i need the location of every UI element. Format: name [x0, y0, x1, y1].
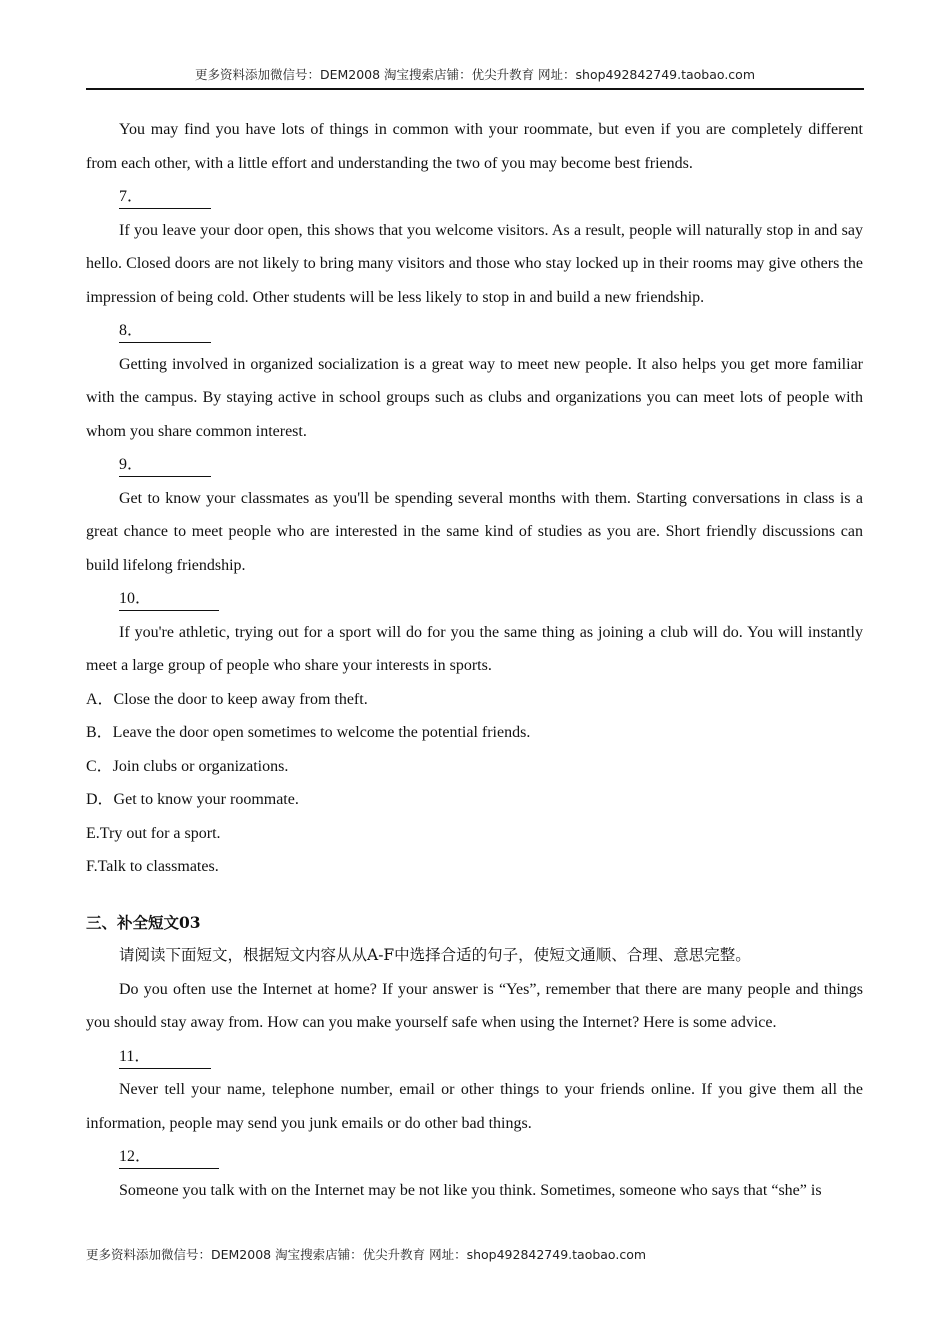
blank-8-label: 8．: [119, 320, 211, 343]
blank-12-label: 12．: [119, 1146, 219, 1169]
blank-8[interactable]: [86, 314, 863, 348]
blank-12[interactable]: [86, 1140, 863, 1174]
blank-11-label: 11．: [119, 1046, 211, 1069]
paragraph-7: If you leave your door open, this shows that you welcome visitors. As a result, people will naturally stop in and say hello. Closed doors are not likely to bring many visitors and those who stay locked up in their rooms may give others the impression of being cold. Other students will be less likely to stop in and build a new friendship.: [86, 221, 863, 306]
paragraph-8: Getting involved in organized socialization is a great way to meet new people. It also helps you get more familiar with the campus. By staying active in school groups such as clubs and organizations you can meet lots of people with whom you share common interest.: [86, 355, 863, 440]
page-footer: 更多资料添加微信号：DEM2008 淘宝搜索店铺：优尖升教育 网址：shop492842749.taobao.com: [86, 1247, 647, 1262]
passage-intro: You may find you have lots of things in common with your roommate, but even if you are completely different from each other, with a little effort and understanding the two of you may become best friends.: [86, 121, 863, 172]
section-instruction: 请阅读下面短文，根据短文内容从从A-F中选择合适的句子，使短文通顺、合理、意思完整。: [119, 946, 751, 964]
option-f: F.Talk to classmates.: [86, 858, 219, 875]
blank-11[interactable]: [86, 1040, 863, 1074]
section-gap: [86, 884, 863, 906]
option-a: A．Close the door to keep away from theft.: [86, 690, 368, 708]
blank-9[interactable]: [86, 448, 863, 482]
blank-7[interactable]: [86, 180, 863, 214]
option-c: C．Join clubs or organizations.: [86, 757, 289, 775]
option-b: B．Leave the door open sometimes to welcome the potential friends.: [86, 724, 531, 741]
paragraph-12: Someone you talk with on the Internet may be not like you think. Sometimes, someone who says that “she” is: [119, 1181, 822, 1199]
paragraph-11: Never tell your name, telephone number, email or other things to your friends online. If you give them all the information, people may send you junk emails or do other bad things.: [86, 1081, 863, 1132]
paragraph-10: If you're athletic, trying out for a sport will do for you the same thing as joining a club will do. You will instantly meet a large group of people who share your interests in sports.: [86, 623, 863, 674]
blank-9-label: 9．: [119, 454, 211, 477]
option-e: E.Try out for a sport.: [86, 824, 221, 842]
section-intro: Do you often use the Internet at home? If your answer is “Yes”, remember that there are many people and things you should stay away from. How can you make yourself safe when using the Internet? Here is some advice.: [86, 980, 863, 1031]
blank-10-label: 10．: [119, 588, 219, 611]
option-d: D．Get to know your roommate.: [86, 791, 299, 808]
blank-7-label: 7．: [119, 186, 211, 209]
page-content: [86, 113, 863, 1207]
paragraph-9: Get to know your classmates as you'll be spending several months with them. Starting conversations in class is a great chance to meet people who are interested in the same kind of studies as you are. Short friendly discussions can build lifelong friendship.: [86, 489, 863, 574]
page-header: 更多资料添加微信号：DEM2008 淘宝搜索店铺：优尖升教育 网址：shop492842749.taobao.com: [86, 66, 864, 90]
section-title: 三、补全短文03: [86, 912, 201, 932]
blank-10[interactable]: [86, 582, 863, 616]
